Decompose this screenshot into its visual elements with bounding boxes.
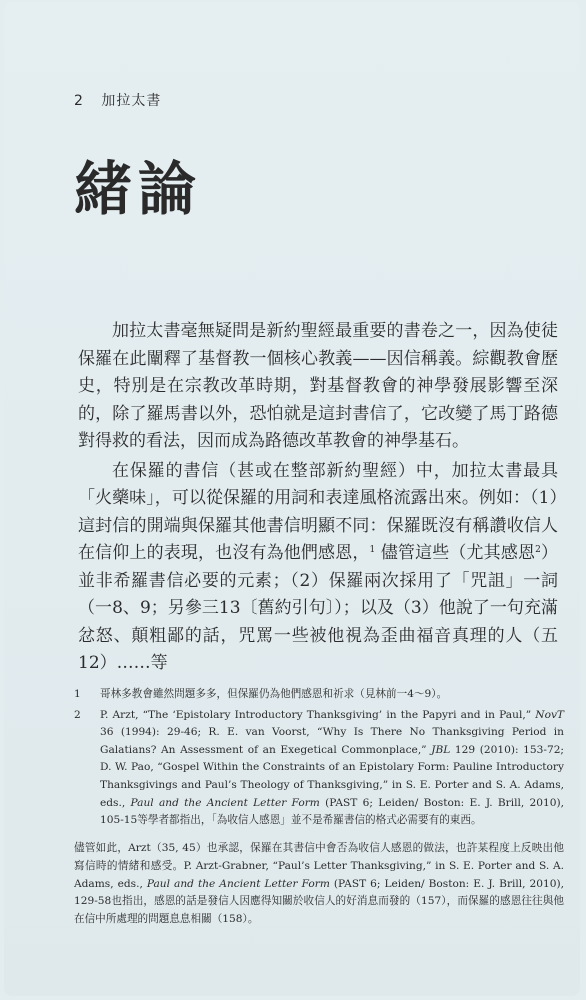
footnote-number: 2 (74, 708, 81, 721)
book-page (4, 2, 580, 996)
footnote-1 (74, 686, 564, 704)
paragraph-2-part-a: 在保羅的書信（甚或在整部新約聖經）中，加拉太書最具「火藥味」，可以從保羅的用詞和表達風格流露出來。例如：（1）這封信的開端與保羅其他書信明顯不同：保羅既沒有稱讚收信人在信仰上的表現，也沒有為他們感恩， (78, 460, 558, 563)
paragraph-1: 加拉太書毫無疑問是新約聖經最重要的書卷之一，因為使徒保羅在此闡釋了基督教一個核心教義——因信稱義。綜觀教會歷史，特別是在宗教改革時期，對基督教會的神學發展影響至深的，除了羅馬書以外，恐怕就是這封書信了，它改變了馬丁路德對得救的看法，因而成為路德改革教會的神學基石。 (78, 321, 558, 451)
footnote-marker-1[interactable]: 1 (369, 545, 376, 555)
paragraph-2 (78, 458, 558, 678)
footnote-2 (74, 707, 564, 830)
running-header (74, 90, 161, 110)
footnote-text: 哥林多教會雖然問題多多，但保羅仍為他們感恩和祈求（見林前一4～9）。 (100, 688, 448, 700)
footnote-2-continuation: 儘管如此，Arzt（35, 45）也承認，保羅在其書信中會否為收信人感恩的做法，也許某程度上反映出他寫信時的情緒和感受。P. Arzt-Grabner, “Paul’s Letter Thanksgiving,” in S. E. Porter and S. A. Adams, eds., Paul and the Ancient Letter Form (PAST 6; Leiden/ Boston: E. J. Brill, 2010), 129-58也指出，感恩的話是發信人因應得知關於收信人的好消息而發的（157），而保羅的感恩往往與他在信中所處理的問題息息相關（158）。 (74, 842, 565, 925)
paragraph-2-part-b: 儘管這些（尤其感恩 (375, 543, 536, 563)
body-text (78, 318, 558, 680)
chapter-title: 緒論 (74, 155, 203, 223)
footnote-marker-2[interactable]: 2 (535, 545, 541, 555)
footnotes (74, 686, 564, 939)
paragraph-2-part-c: ）並非希羅書信必要的元素；（2）保羅兩次採用了「咒詛」一詞（一8、9；另參三13〔舊約引句〕）；以及（3）他說了一句充滿忿怒、顛粗鄙的話，咒罵一些被他視為歪曲福音真理的人（五12）……等 (78, 543, 559, 673)
footnote-text: P. Arzt, “The ‘Epistolary Introductory Thanksgiving’ in the Papyri and in Paul,” NovT 36 (1994): 29-46; R. E. van Voorst, “Why Is There No Thanksgiving Period in Galatians? An Assessment of an Exegetical Commonplace,” JBL 129 (2010): 153-72; D. W. Pao, “Gospel Within the Constraints of an Epistolary Form: Pauline Introductory Thanksgivings and Paul’s Theology of Thanksgiving,” in S. E. Porter and S. A. Adams, eds., Paul and the Ancient Letter Form (PAST 6; Leiden/ Boston: E. J. Brill, 2010), 105-15等學者都指出，「為收信人感恩」並不是希羅書信的格式必需要有的東西。 (100, 708, 565, 827)
footnote-number: 1 (74, 688, 81, 700)
book-title: 加拉太書 (101, 93, 162, 109)
page-number: 2 (74, 93, 84, 109)
